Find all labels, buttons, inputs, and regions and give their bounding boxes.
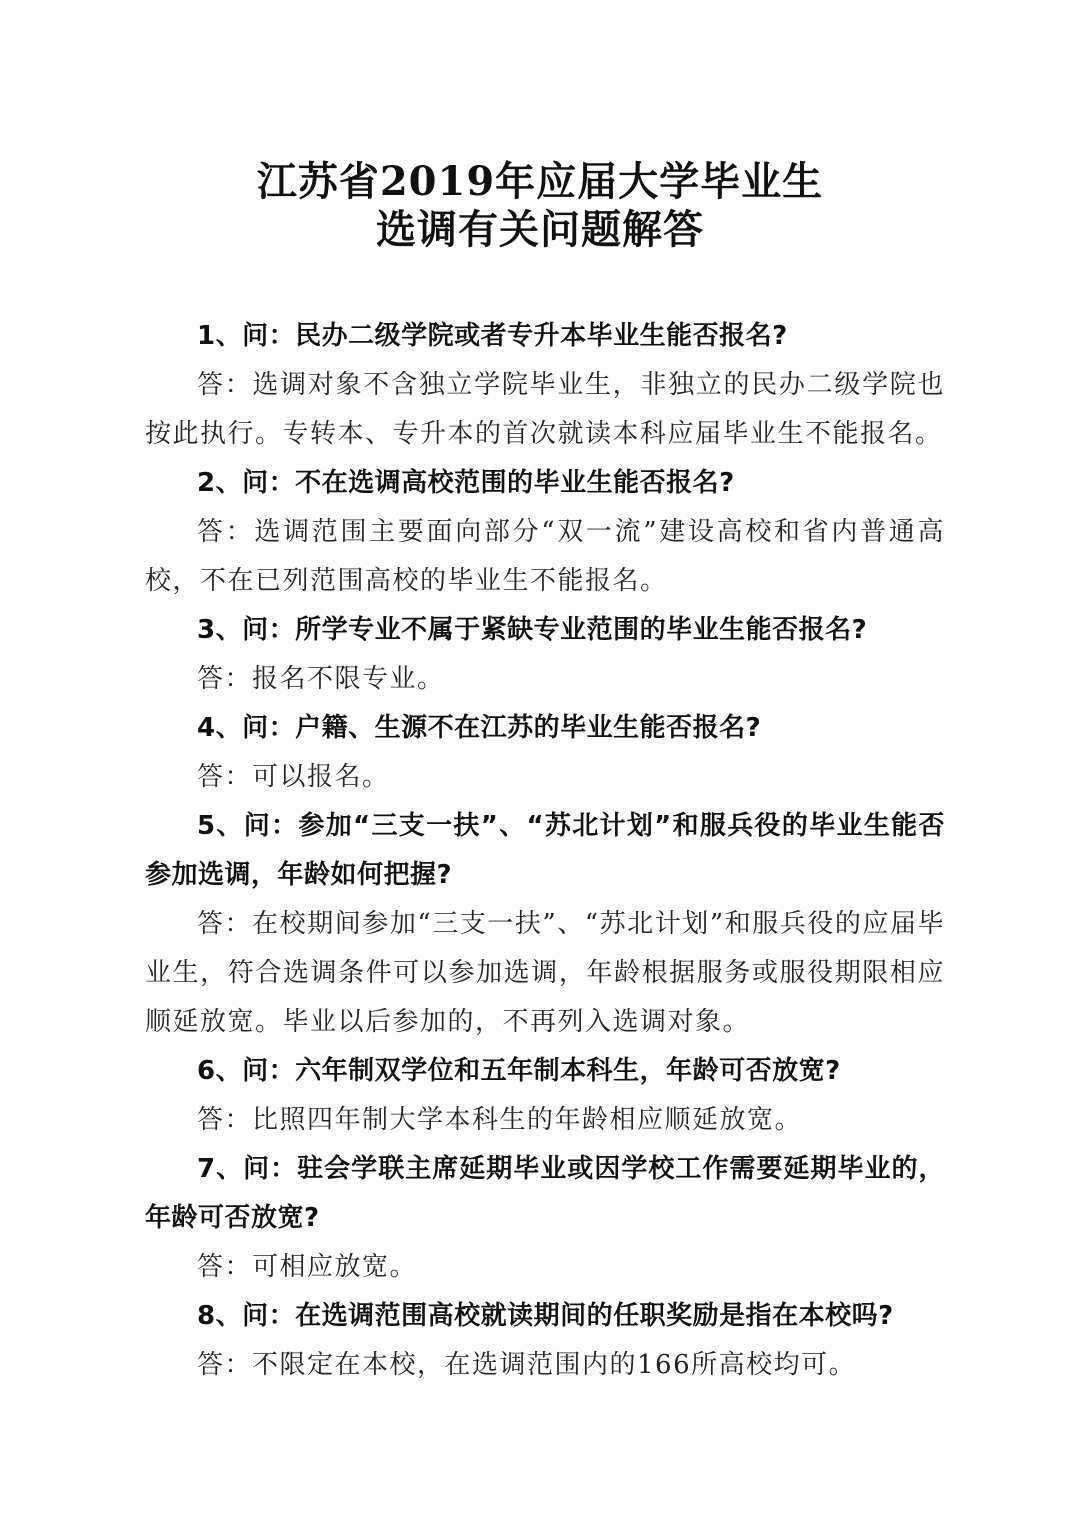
answer-5: 答：在校期间参加“三支一扶”、“苏北计划”和服兵役的应届毕业生，符合选调条件可以参加选调，年龄根据服务或服役期限相应顺延放宽。毕业以后参加的，不再列入选调对象。 — [145, 909, 945, 1037]
question-3: 3、问：所学专业不属于紧缺专业范围的毕业生能否报名? — [197, 615, 868, 645]
question-7: 7、问：驻会学联主席延期毕业或因学校工作需要延期毕业的，年龄可否放宽? — [145, 1154, 945, 1233]
answer-1: 答：选调对象不含独立学院毕业生，非独立的民办二级学院也按此执行。专转本、专升本的首次就读本科应届毕业生不能报名。 — [145, 370, 945, 449]
qa-item-3 — [145, 606, 945, 704]
qa-item-4 — [145, 704, 945, 802]
document-title-line-1: 江苏省2019年应届大学毕业生 — [256, 158, 824, 205]
qa-item-2 — [145, 459, 945, 606]
question-2: 2、问：不在选调高校范围的毕业生能否报名? — [197, 468, 735, 498]
question-5: 5、问：参加“三支一扶”、“苏北计划”和服兵役的毕业生能否参加选调，年龄如何把握? — [145, 811, 945, 890]
qa-item-7 — [145, 1145, 945, 1292]
answer-4: 答：可以报名。 — [197, 762, 390, 792]
answer-7: 答：可相应放宽。 — [197, 1252, 418, 1282]
question-8: 8、问：在选调范围高校就读期间的任职奖励是指在本校吗? — [197, 1301, 894, 1331]
answer-3: 答：报名不限专业。 — [197, 664, 445, 694]
answer-6: 答：比照四年制大学本科生的年龄相应顺延放宽。 — [197, 1105, 803, 1135]
question-1: 1、问：民办二级学院或者专升本毕业生能否报名? — [197, 321, 788, 351]
qa-item-8 — [145, 1292, 945, 1390]
question-6: 6、问：六年制双学位和五年制本科生，年龄可否放宽? — [197, 1056, 841, 1086]
qa-item-6 — [145, 1047, 945, 1145]
qa-item-5 — [145, 802, 945, 1047]
document-title-line-2: 选调有关问题解答 — [376, 206, 704, 253]
answer-2: 答：选调范围主要面向部分“双一流”建设高校和省内普通高校，不在已列范围高校的毕业生不能报名。 — [145, 517, 945, 596]
answer-8: 答：不限定在本校，在选调范围内的166所高校均可。 — [197, 1350, 857, 1380]
question-4: 4、问：户籍、生源不在江苏的毕业生能否报名? — [197, 713, 762, 743]
qa-item-1 — [145, 312, 945, 459]
